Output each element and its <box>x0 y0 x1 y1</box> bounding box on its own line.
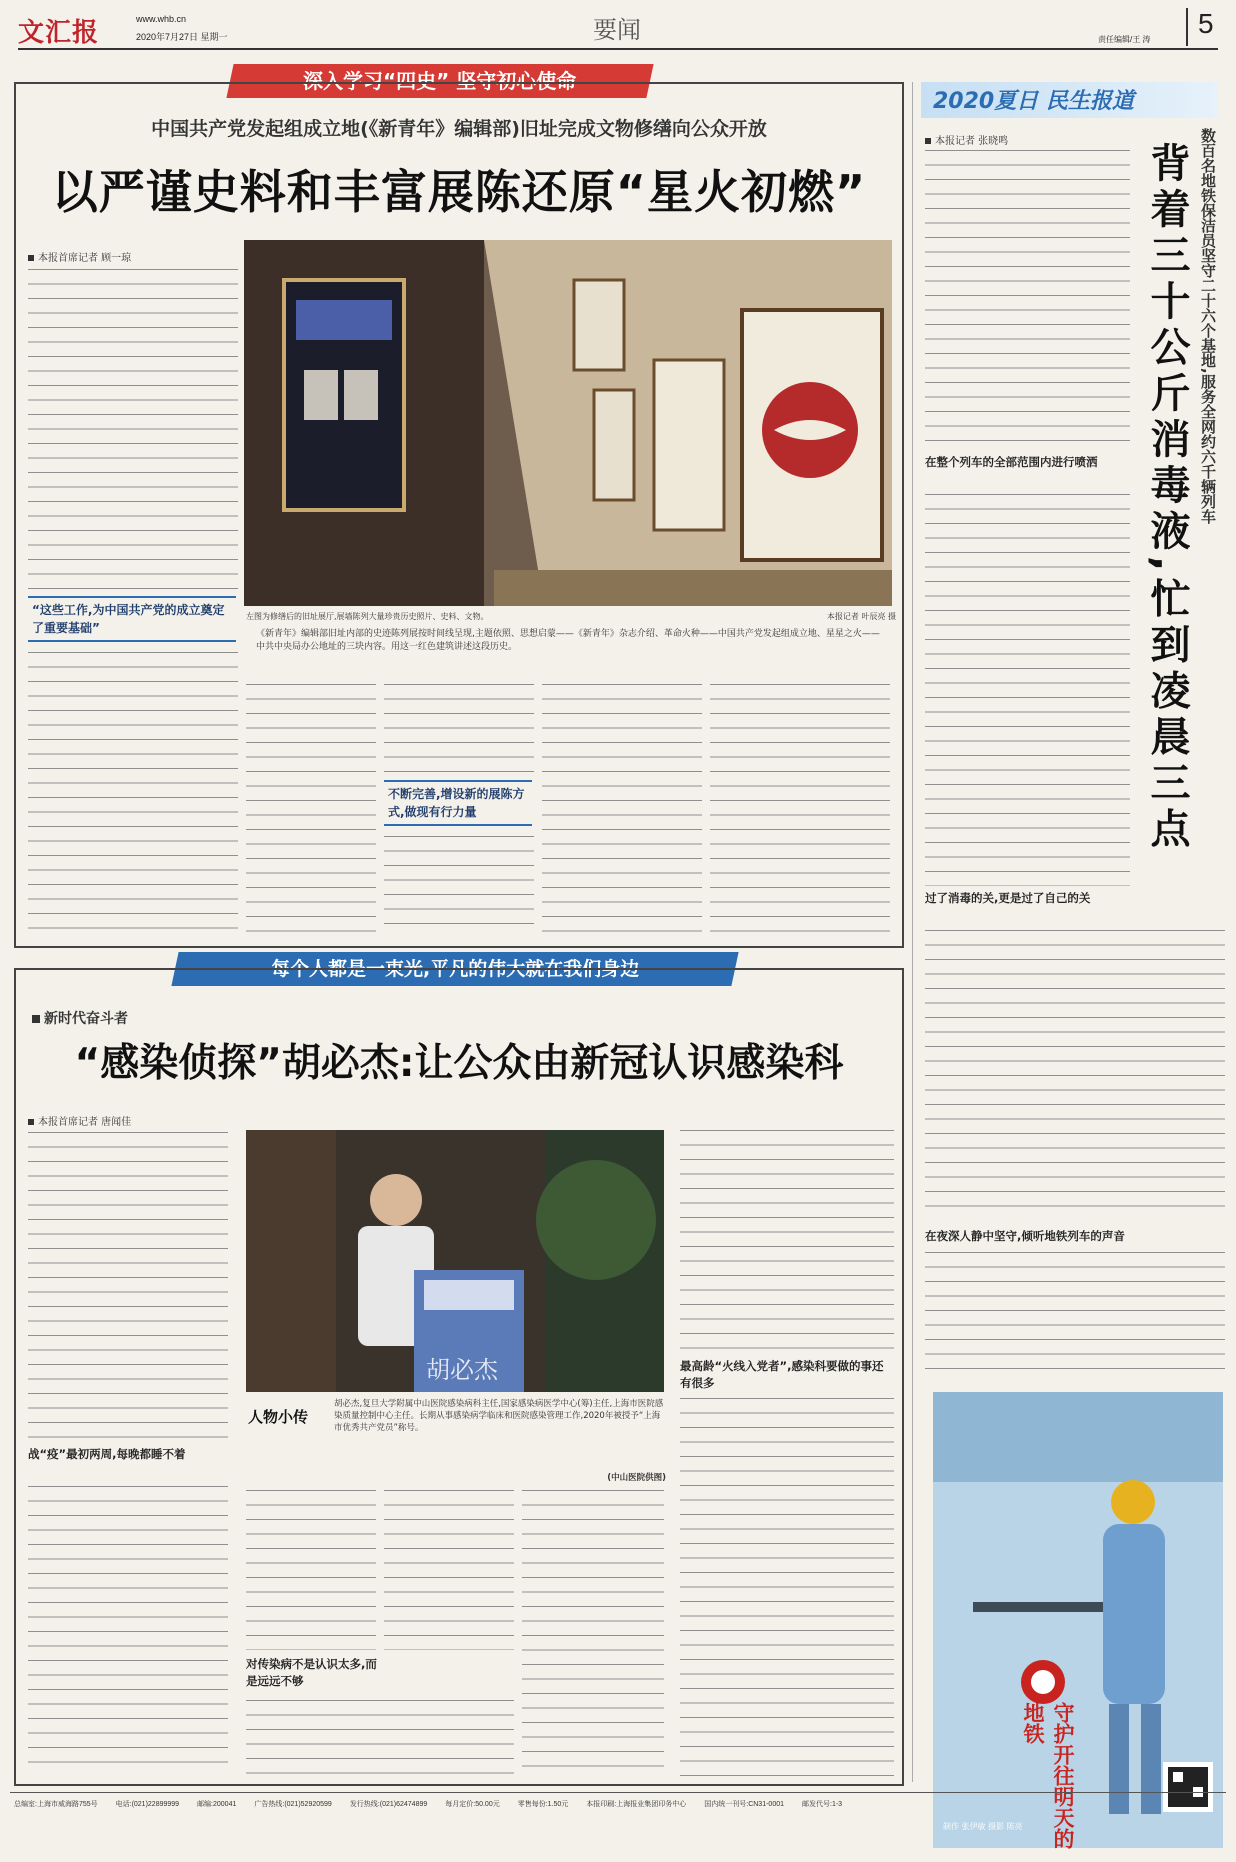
story2-column-3 <box>384 1490 514 1650</box>
story2-column-5b <box>680 1398 894 1776</box>
footer-item: 邮发代号:1-3 <box>802 1801 843 1808</box>
footer-item: 电话:(021)22899999 <box>115 1801 180 1808</box>
story1-column-3b <box>384 836 534 934</box>
section-marker-icon <box>32 1015 40 1023</box>
summer-subhead-2: 过了消毒的关,更是过了自己的关 <box>925 891 1091 905</box>
podium-name: 胡必杰 <box>426 1356 498 1384</box>
story2-column-4 <box>522 1490 664 1776</box>
story2-subhead-3: 对传染病不是认识太多,而是远远不够 <box>246 1657 377 1688</box>
summer-poster-slogan: 守护开往明天的地铁 <box>1021 1702 1075 1849</box>
story1-photo-caption: 《新青年》编辑部旧址内部的史迹陈列展按时间线呈现,主题依照、思想启蒙——《新青年》杂志介绍、革命火种——中国共产党发起组成立地、星星之火——中共中央局办公地址的三块内容。用这一红色建筑讲述这段历史。 <box>256 629 880 652</box>
summer-column-a3 <box>925 930 1225 1220</box>
footer-item: 邮编:200041 <box>197 1801 237 1808</box>
masthead-date: 2020年7月27日 星期一 <box>136 32 228 42</box>
editor-credit: 责任编辑/王 涛 <box>1098 35 1151 44</box>
footer-item: 总编室:上海市威海路755号 <box>14 1801 98 1808</box>
summer-title: 2020夏日 民生报道 <box>933 89 1134 114</box>
story2-box <box>14 968 904 1786</box>
story1-column-4 <box>542 684 702 934</box>
story2-column-1b <box>28 1486 228 1776</box>
summer-subhead-3: 在夜深人静中坚守,倾听地铁列车的声音 <box>925 1229 1125 1243</box>
story2-column-5a <box>680 1130 894 1350</box>
section-title: 要闻 <box>593 16 641 44</box>
summer-poster-credit: 制作 张伊敏 摄影 陈亮 <box>943 1822 1023 1831</box>
masthead-url: www.whb.cn <box>136 14 187 24</box>
summer-vertical-kicker: 数百名地铁保洁员坚守二十六个基地,服务全网约六千辆列车 <box>1199 128 1217 524</box>
summer-box <box>912 82 1225 1849</box>
top-banner-text: 深入学习“四史” 坚守初心使命 <box>303 69 577 93</box>
profile-label: 人物小传 <box>248 1408 309 1426</box>
story2-headline: “感染侦探”胡必杰:让公众由新冠认识感染科 <box>74 1041 844 1086</box>
story1-headline: 以严谨史料和丰富展陈还原“星火初燃” <box>51 165 867 219</box>
profile-text: 胡必杰,复旦大学附属中山医院感染病科主任,国家感染病医学中心(筹)主任,上海市医院感染质量控制中心主任。长期从事感染病学临床和医院感染管理工作,2020年被授予“上海市优秀共产党员”称号。 <box>334 1399 664 1433</box>
story2-byline: 本报首席记者 唐闻佳 <box>28 1113 131 1128</box>
story2-section-text: 新时代奋斗者 <box>44 1011 128 1027</box>
story1-box <box>14 82 904 948</box>
footer-item: 零售每份:1.50元 <box>517 1801 569 1808</box>
story1-pullquote-2: 不断完善,增设新的展陈方式,做现有行力量 <box>384 780 532 826</box>
footer-item: 每月定价:50.00元 <box>445 1801 500 1808</box>
story1-photo <box>244 240 892 606</box>
summer-column-a4 <box>925 1252 1225 1382</box>
footer-items <box>10 1793 1226 1815</box>
museum-exhibit-illustration <box>244 240 892 606</box>
newspaper-logo: 文汇报 <box>18 18 100 48</box>
story1-photo-caption-small: 左图为修缮后的旧址展厅,展墙陈列大量珍贵历史照片、史料、文物。 <box>246 612 489 621</box>
summer-column-a2 <box>925 494 1130 886</box>
story1-kicker: 中国共产党发起组成立地(《新青年》编辑部)旧址完成文物修缮向公众开放 <box>151 118 767 140</box>
story1-column-1b <box>28 652 238 932</box>
footer-item: 国内统一刊号:CN31-0001 <box>704 1801 784 1808</box>
mid-banner-text: 每个人都是一束光,平凡的伟大就在我们身边 <box>270 958 640 980</box>
subway-worker-illustration <box>933 1392 1223 1848</box>
story2-subhead-2: 最高龄“火线入党者”,感染科要做的事还有很多 <box>680 1359 884 1390</box>
footer-item: 本报印刷:上海报业集团印务中心 <box>586 1801 687 1808</box>
story2-column-2 <box>246 1490 376 1650</box>
story2-column-2b <box>246 1700 514 1776</box>
footer-item: 广告热线:(021)52920599 <box>254 1801 332 1808</box>
story1-column-2 <box>246 684 376 934</box>
story2-column-1a <box>28 1132 228 1442</box>
story1-photo-credit: 本报记者 叶辰亮 摄 <box>826 612 896 621</box>
story2-section-label <box>32 1008 128 1028</box>
story1-byline: 本报首席记者 顾一琼 <box>28 249 131 264</box>
story1-column-1a <box>28 269 238 589</box>
page-number: 5 <box>1186 8 1214 46</box>
story2-photo-credit: (中山医院供图) <box>607 1473 666 1483</box>
footer <box>10 1792 1226 1837</box>
summer-subhead-1: 在整个列车的全部范围内进行喷洒 <box>925 455 1098 469</box>
story1-pullquote-1: “这些工作,为中国共产党的成立奠定了重要基础” <box>28 596 236 642</box>
masthead <box>18 8 1218 50</box>
story1-column-3 <box>384 684 534 774</box>
story2-subhead-1: 战“疫”最初两周,每晚都睡不着 <box>28 1447 186 1461</box>
summer-vertical-headline: 背着三十公斤消毒液,忙到凌晨三点 <box>1144 142 1190 854</box>
summer-poster <box>933 1392 1223 1848</box>
summer-byline: 本报记者 张晓鸣 <box>925 132 1008 147</box>
summer-column-a1 <box>925 150 1130 445</box>
story1-column-5 <box>710 684 890 934</box>
footer-item: 发行热线:(021)62474899 <box>349 1801 428 1808</box>
